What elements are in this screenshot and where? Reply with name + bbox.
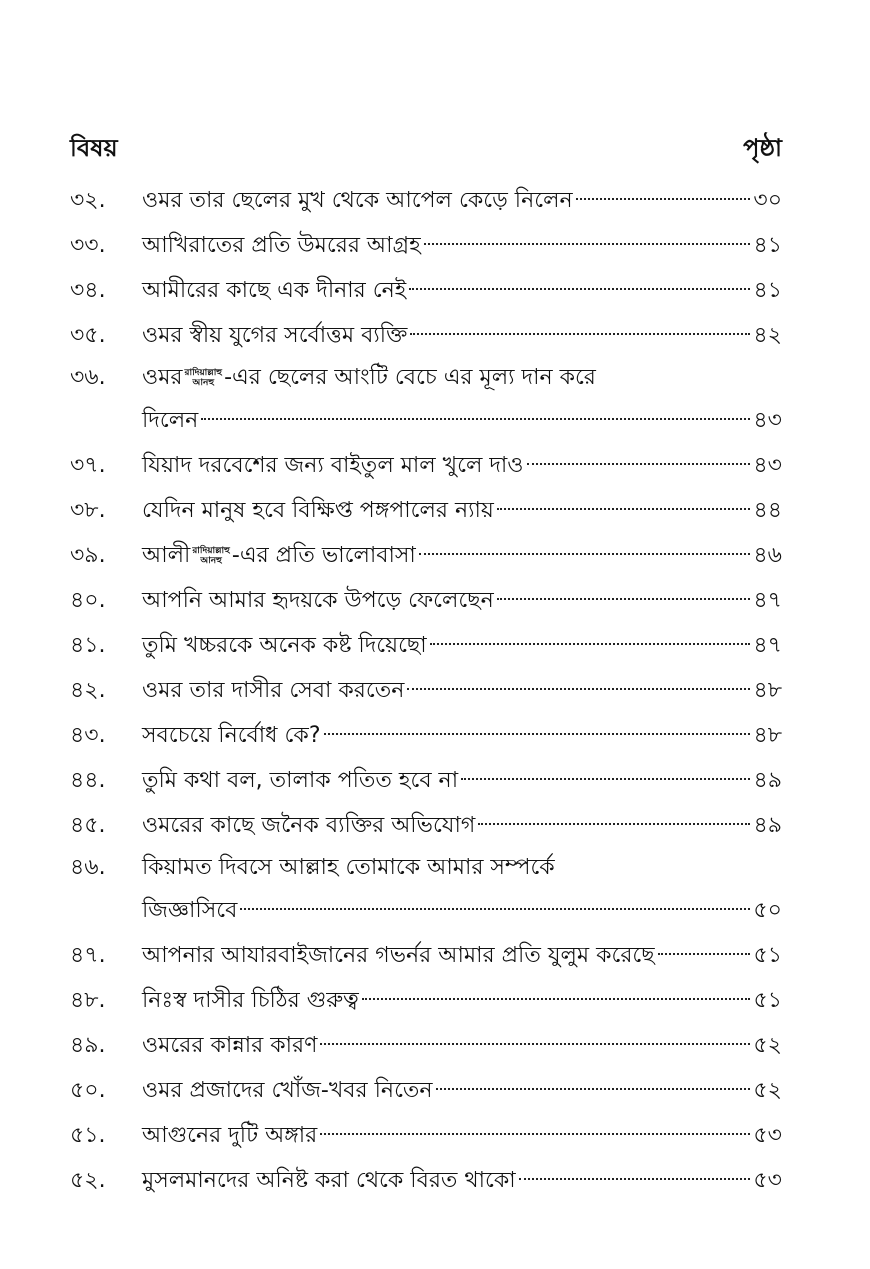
leader-dots	[320, 1043, 750, 1045]
entry-title: আপনার আযারবাইজানের গভর্নর আমার প্রতি যুলুম করেছে	[142, 943, 655, 968]
leader-dots	[320, 1133, 750, 1135]
entry-title: আলী রাদিয়াল্লাহু আনহু -এর প্রতি ভালোবাসা	[142, 543, 416, 568]
leader-dots	[430, 643, 751, 645]
toc-entry	[70, 713, 782, 758]
entry-number: ৪৯.	[70, 1033, 106, 1058]
toc-entry	[70, 223, 782, 268]
entry-page: ৪৩	[753, 408, 782, 433]
entry-title: যেদিন মানুষ হবে বিক্ষিপ্ত পঙ্গপালের ন্যায়	[142, 498, 494, 523]
entry-number: ৪১.	[70, 633, 106, 658]
toc-entry	[70, 848, 782, 933]
toc-entry	[70, 1113, 782, 1158]
entry-number: ৪৭.	[70, 943, 106, 968]
entry-title: যিয়াদ দরবেশের জন্য বাইতুল মাল খুলে দাও	[142, 453, 524, 478]
entry-page: ৫০	[753, 898, 782, 923]
entry-number: ৩৭.	[70, 453, 106, 478]
toc-list	[70, 178, 782, 1203]
entry-title: তুমি খচ্চরকে অনেক কষ্ট দিয়েছো	[142, 633, 427, 658]
entry-number: ৫০.	[70, 1078, 106, 1103]
entry-page: ৩০	[753, 188, 782, 213]
toc-header	[70, 130, 782, 170]
entry-title: ওমরের কান্নার কারণ	[142, 1033, 318, 1058]
entry-page: ৪৭	[753, 588, 782, 613]
leader-dots	[201, 418, 750, 420]
toc-entry	[70, 178, 782, 223]
toc-entry	[70, 978, 782, 1023]
entry-number: ৩৩.	[70, 233, 106, 258]
entry-page: ৪৮	[753, 678, 782, 703]
toc-entry	[70, 578, 782, 623]
leader-dots	[240, 908, 750, 910]
entry-number: ৪৫.	[70, 813, 106, 838]
leader-dots	[658, 953, 751, 955]
entry-number: ৫১.	[70, 1123, 106, 1148]
entry-title: মুসলমানদের অনিষ্ট করা থেকে বিরত থাকো	[142, 1168, 516, 1193]
entry-number: ৪০.	[70, 588, 106, 613]
entry-page: ৪৯	[753, 813, 782, 838]
leader-dots	[436, 1088, 751, 1090]
entry-title: কিয়ামত দিবসে আল্লাহ তোমাকে আমার সম্পর্কে	[142, 855, 555, 880]
entry-page: ৪৪	[753, 498, 782, 523]
entry-title-continued: দিলেন	[142, 408, 199, 433]
entry-page: ৫৩	[753, 1168, 782, 1193]
entry-number: ৩২.	[70, 188, 106, 213]
entry-page: ৫২	[753, 1078, 782, 1103]
entry-title: আপনি আমার হৃদয়কে উপড়ে ফেলেছেন	[142, 588, 494, 613]
entry-page: ৪১	[753, 233, 782, 258]
entry-number: ৩৬.	[70, 365, 106, 390]
leader-dots	[497, 598, 751, 600]
toc-entry	[70, 623, 782, 668]
leader-dots	[497, 508, 751, 510]
entry-page: ৪৭	[753, 633, 782, 658]
entry-number: ৩৮.	[70, 498, 106, 523]
entry-title: আমীরের কাছে এক দীনার নেই	[142, 278, 407, 303]
entry-page: ৪৮	[753, 723, 782, 748]
entry-page: ৫১	[753, 988, 782, 1013]
entry-page: ৪৯	[753, 768, 782, 793]
toc-entry	[70, 443, 782, 488]
toc-entry	[70, 668, 782, 713]
entry-title: ওমর স্বীয় যুগের সর্বোত্তম ব্যক্তি	[142, 323, 408, 348]
toc-entry	[70, 758, 782, 803]
entry-page: ৪৩	[753, 453, 782, 478]
entry-title: আগুনের দুটি অঙ্গার	[142, 1123, 318, 1148]
entry-number: ৪৮.	[70, 988, 106, 1013]
entry-title: নিঃস্ব দাসীর চিঠির গুরুত্ব	[142, 988, 359, 1013]
entry-title: ওমর রাদিয়াল্লাহু আনহু -এর ছেলের আংটি বেচে এর মূল্য দান করে	[142, 365, 596, 390]
entry-number: ৩৫.	[70, 323, 106, 348]
leader-dots	[461, 778, 750, 780]
toc-entry	[70, 268, 782, 313]
entry-title: ওমর তার দাসীর সেবা করতেন	[142, 678, 405, 703]
entry-title: ওমরের কাছে জনৈক ব্যক্তির অভিযোগ	[142, 813, 476, 838]
entry-title: ওমর তার ছেলের মুখ থেকে আপেল কেড়ে নিলেন	[142, 188, 573, 213]
honorific-mark: রাদিয়াল্লাহু আনহু	[184, 368, 223, 388]
leader-dots	[527, 463, 751, 465]
entry-number: ৩৪.	[70, 278, 106, 303]
entry-title-continued: জিজ্ঞাসিবে	[142, 898, 238, 923]
toc-entry	[70, 803, 782, 848]
toc-entry	[70, 313, 782, 358]
entry-number: ৪৩.	[70, 723, 106, 748]
toc-entry	[70, 1068, 782, 1113]
leader-dots	[519, 1178, 751, 1180]
entry-page: ৫১	[753, 943, 782, 968]
entry-title: সবচেয়ে নির্বোধ কে?	[142, 723, 321, 748]
toc-entry	[70, 488, 782, 533]
entry-title: তুমি কথা বল, তালাক পতিত হবে না	[142, 768, 459, 793]
subject-heading: বিষয়	[70, 134, 118, 162]
entry-page: ৪১	[753, 278, 782, 303]
leader-dots	[407, 688, 750, 690]
leader-dots	[410, 333, 750, 335]
page-heading: পৃষ্ঠা	[743, 134, 782, 162]
leader-dots	[362, 998, 751, 1000]
toc-entry	[70, 1023, 782, 1068]
leader-dots	[478, 823, 750, 825]
honorific-mark: রাদিয়াল্লাহু আনহু	[192, 546, 230, 566]
entry-page: ৫২	[753, 1033, 782, 1058]
leader-dots	[409, 288, 750, 290]
toc-entry	[70, 1158, 782, 1203]
leader-dots	[576, 198, 751, 200]
entry-title: আখিরাতের প্রতি উমরের আগ্রহ	[142, 233, 421, 258]
entry-number: ৪৪.	[70, 768, 106, 793]
entry-page: ৪৬	[753, 543, 782, 568]
leader-dots	[424, 243, 751, 245]
toc-entry	[70, 933, 782, 978]
entry-number: ৩৯.	[70, 543, 106, 568]
entry-number: ৫২.	[70, 1168, 106, 1193]
entry-page: ৫৩	[753, 1123, 782, 1148]
entry-number: ৪২.	[70, 678, 106, 703]
entry-number: ৪৬.	[70, 855, 106, 880]
leader-dots	[324, 733, 751, 735]
toc-entry	[70, 533, 782, 578]
toc-entry	[70, 358, 782, 443]
entry-title: ওমর প্রজাদের খোঁজ-খবর নিতেন	[142, 1078, 433, 1103]
leader-dots	[419, 553, 751, 555]
entry-page: ৪২	[753, 323, 782, 348]
